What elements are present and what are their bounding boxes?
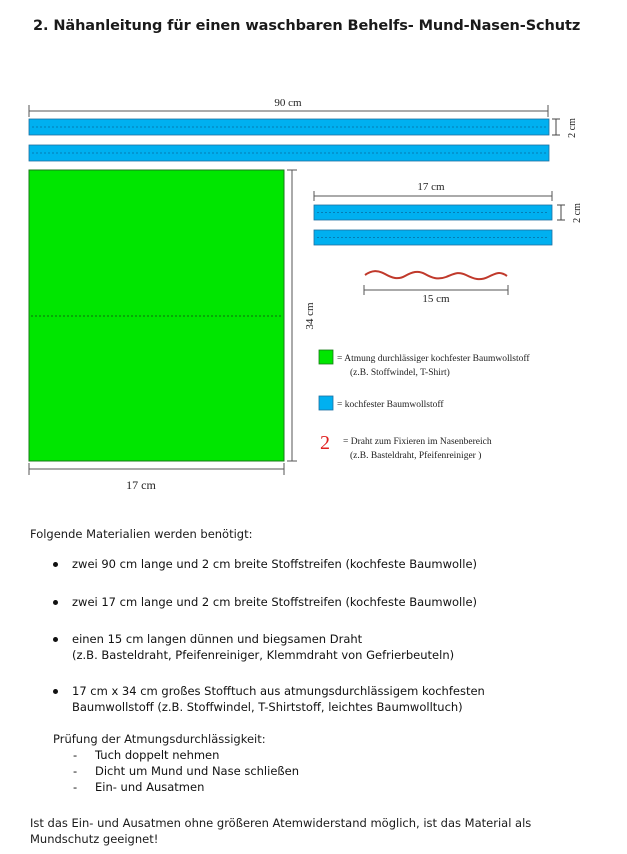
short-strip-1 (314, 205, 552, 220)
legend-wire-line1: = Draht zum Fixieren im Nasenbereich (343, 437, 492, 447)
dimension-17cm-strip (314, 181, 552, 201)
label-17cm-cloth: 17 cm (126, 478, 156, 492)
dimension-17cm-cloth (29, 463, 284, 492)
short-strip-2 (314, 230, 552, 245)
dimension-2cm-short (557, 203, 583, 223)
legend-green-line2: (z.B. Stoffwindel, T-Shirt) (350, 368, 450, 378)
legend-green-line1: = Atmung durchlässiger kochfester Baumwollstoff (337, 354, 530, 364)
list-item: 17 cm x 34 cm großes Stofftuch aus atmungsdurchlässigem kochfesten Baumwollstoff (z.B. Stoffwindel, T-Shirtstoff, leichtes Baumwolltuch) (20, 683, 485, 715)
list-item: - Tuch doppelt nehmen (73, 747, 299, 763)
materials-intro: Folgende Materialien werden benötigt: (30, 527, 253, 541)
conclusion (30, 815, 590, 847)
legend-wire-line2: (z.B. Basteldraht, Pfeifenreiniger ) (350, 451, 482, 461)
dimension-2cm-long (552, 118, 578, 138)
dimension-90cm (29, 97, 548, 117)
legend (319, 350, 530, 461)
legend-blue: = kochfester Baumwollstoff (337, 400, 444, 410)
cloth-panel (29, 170, 284, 461)
label-17cm-strip: 17 cm (417, 181, 445, 193)
list-item: einen 15 cm langen dünnen und biegsamen Draht (z.B. Basteldraht, Pfeifenreiniger, Klemmdraht von Gefrierbeuteln) (20, 631, 454, 663)
conclusion-line2: Mundschutz geeignet! (30, 832, 159, 846)
list-item: zwei 17 cm lange und 2 cm breite Stoffstreifen (kochfeste Baumwolle) (20, 594, 477, 610)
dimension-34cm (287, 170, 316, 461)
wire-icon (365, 271, 507, 279)
list-item: zwei 90 cm lange und 2 cm breite Stoffstreifen (kochfeste Baumwolle) (20, 556, 477, 572)
long-strip-1 (29, 119, 549, 135)
label-90cm: 90 cm (274, 97, 302, 109)
conclusion-line1: Ist das Ein- und Ausatmen ohne größeren Atemwiderstand möglich, ist das Material als (30, 816, 532, 830)
list-item: - Ein- und Ausatmen (73, 779, 299, 795)
check-title: Prüfung der Atmungsdurchlässigkeit: (53, 732, 266, 746)
label-15cm: 15 cm (422, 293, 450, 305)
check-steps (73, 747, 299, 795)
list-item: - Dicht um Mund und Nase schließen (73, 763, 299, 779)
legend-green-swatch (319, 350, 333, 364)
dimension-15cm (364, 285, 508, 305)
page-title: 2. Nähanleitung für einen waschbaren Behelfs- Mund-Nasen-Schutz (33, 18, 581, 34)
long-strip-2 (29, 145, 549, 161)
legend-blue-swatch (319, 396, 333, 410)
label-34cm: 34 cm (304, 302, 316, 330)
legend-wire-icon: 2 (320, 432, 330, 454)
label-2cm-short: 2 cm (572, 203, 583, 223)
label-2cm-long: 2 cm (567, 118, 578, 138)
